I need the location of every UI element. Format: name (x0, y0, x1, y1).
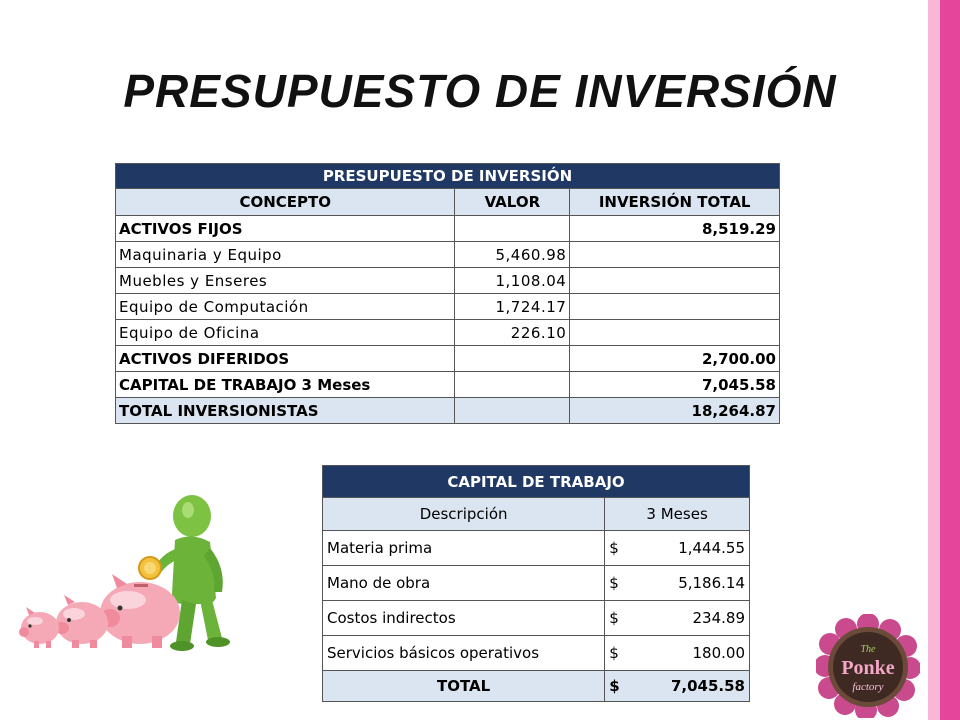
description-cell: Costos indirectos (323, 601, 605, 636)
total-cell (570, 268, 780, 294)
amount-value: 180.00 (692, 644, 745, 662)
piggy-bank-small-icon (19, 607, 59, 648)
value-cell: 5,460.98 (455, 242, 570, 268)
concept-cell: ACTIVOS FIJOS (116, 216, 455, 242)
table-header-row (116, 164, 780, 189)
coin-icon (139, 557, 161, 579)
piggy-bank-medium-icon (55, 595, 108, 648)
concept-cell: TOTAL INVERSIONISTAS (116, 398, 455, 424)
table-row (116, 320, 780, 346)
currency-symbol: $ (609, 574, 619, 592)
currency-symbol: $ (609, 677, 620, 695)
amount-cell (605, 601, 750, 636)
investment-table (115, 163, 780, 424)
table-row (116, 268, 780, 294)
amount-value: 7,045.58 (670, 677, 745, 695)
column-header-row (116, 189, 780, 216)
value-cell: 1,108.04 (455, 268, 570, 294)
value-cell (455, 372, 570, 398)
concept-cell: Maquinaria y Equipo (116, 242, 455, 268)
amount-cell (605, 671, 750, 702)
table-row-total (116, 398, 780, 424)
currency-symbol: $ (609, 644, 619, 662)
column-header-row (323, 498, 750, 531)
table-row-total (323, 671, 750, 702)
total-label: TOTAL (323, 671, 605, 702)
table-row (323, 531, 750, 566)
concept-cell: ACTIVOS DIFERIDOS (116, 346, 455, 372)
amount-value: 1,444.55 (678, 539, 745, 557)
description-cell: Servicios básicos operativos (323, 636, 605, 671)
table-row (116, 242, 780, 268)
amount-cell (605, 566, 750, 601)
piggy-bank-illustration (12, 488, 242, 658)
description-cell: Materia prima (323, 531, 605, 566)
total-cell (570, 242, 780, 268)
column-header: Descripción (323, 498, 605, 531)
piggy-bank-large-icon (100, 574, 180, 648)
logo-text-the: The (860, 644, 876, 655)
value-cell: 1,724.17 (455, 294, 570, 320)
logo-text-ponke: Ponke (841, 657, 895, 679)
column-header: VALOR (455, 189, 570, 216)
ponke-factory-logo (816, 614, 920, 718)
value-cell (455, 398, 570, 424)
value-cell: 226.10 (455, 320, 570, 346)
column-header: 3 Meses (605, 498, 750, 531)
table-title: PRESUPUESTO DE INVERSIÓN (116, 164, 780, 189)
currency-symbol: $ (609, 539, 619, 557)
logo-text-factory: factory (852, 681, 884, 693)
column-header: CONCEPTO (116, 189, 455, 216)
total-cell: 2,700.00 (570, 346, 780, 372)
table-row (116, 372, 780, 398)
table-row (323, 636, 750, 671)
amount-cell (605, 531, 750, 566)
table-title: CAPITAL DE TRABAJO (323, 466, 750, 498)
total-cell (570, 294, 780, 320)
amount-value: 5,186.14 (678, 574, 745, 592)
total-cell: 8,519.29 (570, 216, 780, 242)
total-cell: 18,264.87 (570, 398, 780, 424)
concept-cell: Muebles y Enseres (116, 268, 455, 294)
table-row (323, 566, 750, 601)
table-header-row (323, 466, 750, 498)
table-row (116, 216, 780, 242)
amount-cell (605, 636, 750, 671)
concept-cell: Equipo de Computación (116, 294, 455, 320)
table-row (116, 294, 780, 320)
working-capital-table (322, 465, 750, 702)
concept-cell: CAPITAL DE TRABAJO 3 Meses (116, 372, 455, 398)
total-cell: 7,045.58 (570, 372, 780, 398)
table-row (323, 601, 750, 636)
value-cell (455, 346, 570, 372)
description-cell: Mano de obra (323, 566, 605, 601)
currency-symbol: $ (609, 609, 619, 627)
column-header: INVERSIÓN TOTAL (570, 189, 780, 216)
concept-cell: Equipo de Oficina (116, 320, 455, 346)
table-row (116, 346, 780, 372)
total-cell (570, 320, 780, 346)
amount-value: 234.89 (692, 609, 745, 627)
page-title: PRESUPUESTO DE INVERSIÓN (123, 65, 837, 117)
value-cell (455, 216, 570, 242)
